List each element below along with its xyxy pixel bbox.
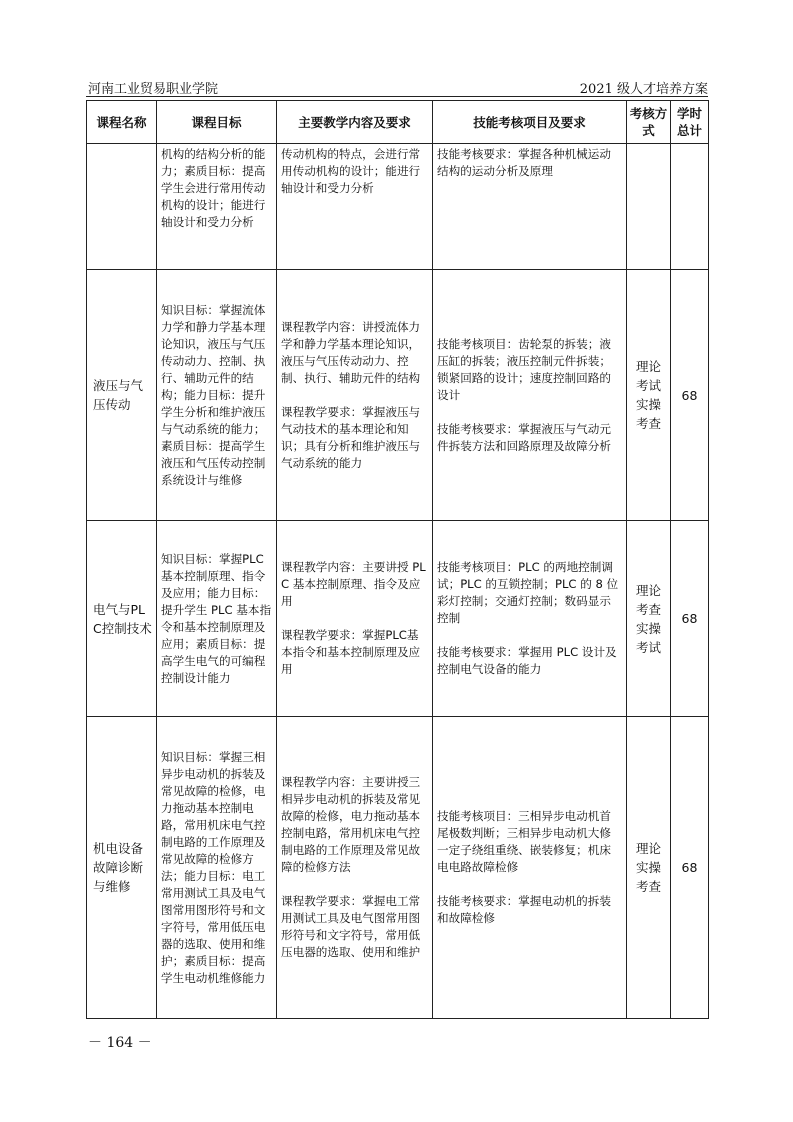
assessment-method xyxy=(627,144,671,270)
table-row xyxy=(87,270,709,521)
skills-requirement: 技能考核要求：掌握用 PLC 设计及控制电气设备的能力 xyxy=(437,645,617,676)
course-goals: 机构的结构分析的能力；素质目标：提高学生会进行常用传动机构的设计；能进行轴设计和受力分析 xyxy=(157,144,277,270)
course-name: 电气与PLC控制技术 xyxy=(87,521,157,717)
curriculum-table xyxy=(86,100,709,1019)
course-content xyxy=(277,270,433,521)
skills-items: 技能考核项目：齿轮泵的拆装；液压缸的拆装；液压控制元件拆装；锁紧回路的设计；速度控制回路的设计 xyxy=(437,336,611,402)
course-content-text: 课程教学内容：讲授流体力学和静力学基本理论知识，液压与气压传动动力、控制、执行、辅助元件的结构 xyxy=(281,319,421,385)
course-goals: 知识目标：掌握PLC 基本控制原理、指令及应用；能力目标：提升学生 PLC 基本指令和基本控制原理及应用；素质目标：提高学生电气的可编程控制设计能力 xyxy=(157,521,277,717)
header-institution: 河南工业贸易职业学院 xyxy=(88,82,219,97)
course-content xyxy=(277,144,433,270)
course-goals: 知识目标：掌握三相异步电动机的拆装及常见故障的检修，电力拖动基本控制电路，常用机床电气控制电路的工作原理及常见故障的检修方法；能力目标：电工常用测试工具及电气图常用图形符号和文字符号，常用低压电器的选取、使用和维护；素质目标：提高学生电动机维修能力 xyxy=(157,717,277,1019)
course-content xyxy=(277,521,433,717)
column-header-skills: 技能考核项目及要求 xyxy=(433,101,627,144)
course-name xyxy=(87,144,157,270)
course-name: 液压与气压传动 xyxy=(87,270,157,521)
page-number: － 164 － xyxy=(88,1035,152,1051)
column-header-assessment: 考核方式 xyxy=(627,101,671,144)
skills-requirement: 技能考核要求：掌握液压与气动元件拆装方法和回路原理及故障分析 xyxy=(437,421,611,453)
course-content-text: 课程教学内容：主要讲授三相异步电动机的拆装及常见故障的检修，电力拖动基本控制电路，常用机床电气控制电路的工作原理及常见故障的检修方法 xyxy=(281,775,421,874)
header-divider xyxy=(86,96,708,97)
column-header-course-name: 课程名称 xyxy=(87,101,157,144)
course-requirement-text: 课程教学要求：掌握液压与气动技术的基本理论和知识；具有分析和维护液压与气动系统的能力 xyxy=(281,404,421,470)
course-skills xyxy=(433,521,627,717)
table-row xyxy=(87,521,709,717)
course-skills xyxy=(433,270,627,521)
total-hours: 68 xyxy=(671,270,709,521)
assessment-method: 理论考查实操考试 xyxy=(627,521,671,717)
course-name: 机电设备故障诊断与维修 xyxy=(87,717,157,1019)
course-goals: 知识目标：掌握流体力学和静力学基本理论知识，液压与气压传动动力、控制、执行、辅助元件的结构；能力目标：提升学生分析和维护液压与气动系统的能力；素质目标：提高学生液压和气压传动控制系统设计与维修 xyxy=(157,270,277,521)
table-row xyxy=(87,717,709,1019)
course-content-text: 传动机构的特点，会进行常用传动机构的设计；能进行轴设计和受力分析 xyxy=(281,147,421,195)
course-content xyxy=(277,717,433,1019)
assessment-method: 理论实操考查 xyxy=(627,717,671,1019)
table-header-row xyxy=(87,101,709,144)
course-requirement-text: 课程教学要求：掌握PLC基本指令和基本控制原理及应用 xyxy=(281,628,421,676)
table-row xyxy=(87,144,709,270)
course-skills xyxy=(433,717,627,1019)
header-program-title: 2021 级人才培养方案 xyxy=(579,82,708,97)
skills-requirement: 技能考核要求：掌握各种机械运动结构的运动分析及原理 xyxy=(437,147,611,178)
course-skills xyxy=(433,144,627,270)
assessment-method: 理论考试实操考查 xyxy=(627,270,671,521)
total-hours: 68 xyxy=(671,717,709,1019)
total-hours: 68 xyxy=(671,521,709,717)
column-header-hours: 学时总计 xyxy=(671,101,709,144)
total-hours xyxy=(671,144,709,270)
skills-items: 技能考核项目：PLC 的两地控制调试；PLC 的互锁控制；PLC 的 8 位彩灯控制；交通灯控制；数码显示控制 xyxy=(437,560,619,625)
skills-requirement: 技能考核要求：掌握电动机的拆装和故障检修 xyxy=(437,894,611,925)
skills-items: 技能考核项目：三相异步电动机首尾极数判断；三相异步电动机大修一定子绕组重绕、嵌装修复；机床电电路故障检修 xyxy=(437,809,611,874)
course-content-text: 课程教学内容：主要讲授 PLC 基本控制原理、指令及应用 xyxy=(281,560,426,608)
course-requirement-text: 课程教学要求：掌握电工常用测试工具及电气图常用图形符号和文字符号，常用低压电器的选取、使用和维护 xyxy=(281,894,421,959)
column-header-content: 主要教学内容及要求 xyxy=(277,101,433,144)
column-header-goals: 课程目标 xyxy=(157,101,277,144)
